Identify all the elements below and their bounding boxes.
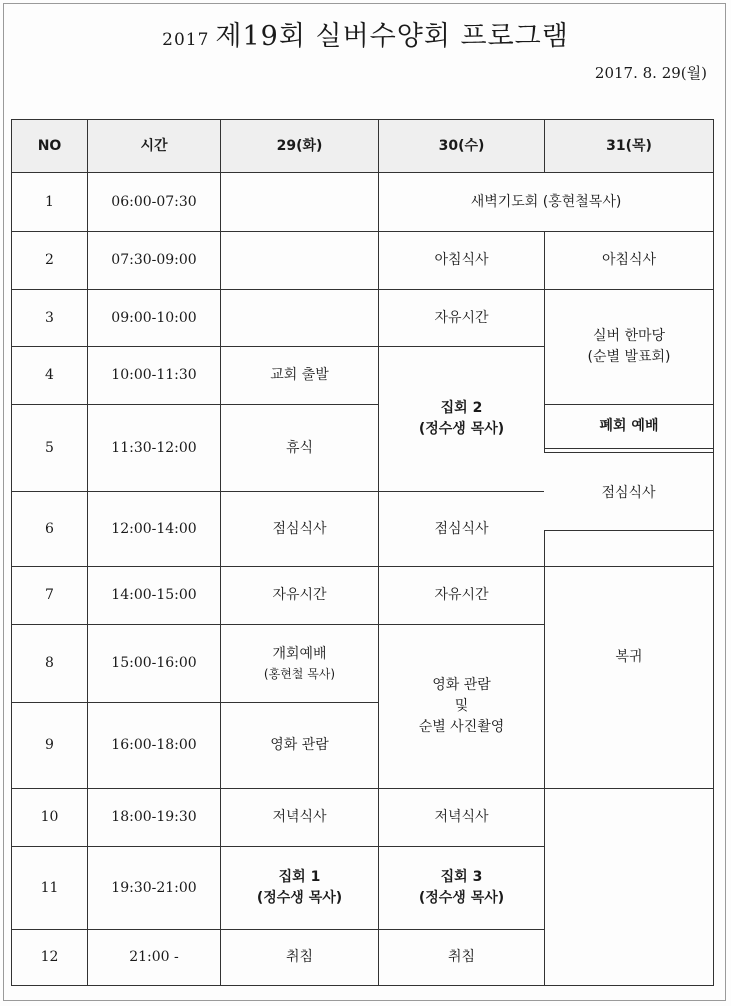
cell-opening-worship — [221, 625, 379, 703]
movie-photo-line-2: 및 — [454, 698, 469, 714]
row-time: 11:30-12:00 — [88, 405, 221, 492]
cell-empty-thu — [545, 789, 714, 986]
row-no: 7 — [12, 567, 88, 625]
schedule-table — [11, 119, 714, 986]
row-no: 1 — [12, 173, 88, 232]
header-no: NO — [12, 120, 88, 173]
cell-rest: 휴식 — [221, 405, 379, 492]
table-row — [12, 290, 714, 347]
cell-free-time-tue: 자유시간 — [221, 567, 379, 625]
cell-empty — [221, 173, 379, 232]
title-text: 제19회 실버수양회 프로그램 — [215, 21, 569, 52]
cell-dinner-wed: 저녁식사 — [379, 789, 545, 847]
thu-lunch-label: 점심식사 — [601, 484, 656, 501]
silver-festival-subtitle: (순별 발표회) — [587, 349, 671, 365]
movie-photo-line-3: 순별 사진촬영 — [418, 719, 505, 735]
cell-empty — [221, 290, 379, 347]
cell-thu-lunch-overlay — [544, 452, 713, 531]
header-row — [12, 120, 714, 173]
row-no: 8 — [12, 625, 88, 703]
cell-movie-tue: 영화 관람 — [221, 703, 379, 789]
header-time: 시간 — [88, 120, 221, 173]
cell-silver-festival — [545, 290, 714, 405]
gathering-2-speaker: (정수생 목사) — [418, 421, 505, 437]
row-time: 06:00-07:30 — [88, 173, 221, 232]
gathering-1-speaker: (정수생 목사) — [256, 890, 343, 906]
cell-return: 복귀 — [545, 567, 714, 789]
row-time: 14:00-15:00 — [88, 567, 221, 625]
header-thu: 31(목) — [545, 120, 714, 173]
row-time: 18:00-19:30 — [88, 789, 221, 847]
row-no: 6 — [12, 492, 88, 567]
gathering-3-speaker: (정수생 목사) — [418, 890, 505, 906]
row-time: 15:00-16:00 — [88, 625, 221, 703]
row-no: 2 — [12, 232, 88, 290]
row-time: 10:00-11:30 — [88, 347, 221, 405]
row-time: 07:30-09:00 — [88, 232, 221, 290]
document-date: 2017. 8. 29(월) — [594, 64, 707, 82]
cell-empty — [221, 232, 379, 290]
cell-breakfast-thu: 아침식사 — [545, 232, 714, 290]
table-row — [12, 232, 714, 290]
cell-movie-photo — [379, 625, 545, 789]
row-time: 16:00-18:00 — [88, 703, 221, 789]
gathering-2-title: 집회 2 — [440, 400, 483, 416]
row-no: 9 — [12, 703, 88, 789]
row-no: 10 — [12, 789, 88, 847]
opening-worship-title: 개회예배 — [272, 646, 327, 662]
header-wed: 30(수) — [379, 120, 545, 173]
row-time: 19:30-21:00 — [88, 847, 221, 930]
cell-gathering-1 — [221, 847, 379, 930]
row-no: 12 — [12, 930, 88, 986]
cell-lunch-tue: 점심식사 — [221, 492, 379, 567]
title-year: 2017 — [162, 30, 210, 50]
table-row — [12, 567, 714, 625]
cell-free-time-wed: 자유시간 — [379, 290, 545, 347]
cell-dinner-tue: 저녁식사 — [221, 789, 379, 847]
cell-free-time-wed-2: 자유시간 — [379, 567, 545, 625]
row-no: 3 — [12, 290, 88, 347]
cell-bedtime-tue: 취침 — [221, 930, 379, 986]
cell-breakfast-wed: 아침식사 — [379, 232, 545, 290]
row-no: 4 — [12, 347, 88, 405]
cell-dawn-prayer: 새벽기도회 (홍현철목사) — [379, 173, 714, 232]
movie-photo-line-1: 영화 관람 — [432, 677, 491, 693]
cell-lunch-wed: 점심식사 — [379, 492, 545, 567]
document-title — [0, 14, 731, 53]
header-tue: 29(화) — [221, 120, 379, 173]
cell-gathering-3 — [379, 847, 545, 930]
cell-gathering-2 — [379, 347, 545, 492]
row-time: 21:00 - — [88, 930, 221, 986]
table-row — [12, 173, 714, 232]
row-no: 11 — [12, 847, 88, 930]
cell-church-departure: 교회 출발 — [221, 347, 379, 405]
row-time: 12:00-14:00 — [88, 492, 221, 567]
gathering-1-title: 집회 1 — [278, 869, 321, 885]
row-time: 09:00-10:00 — [88, 290, 221, 347]
silver-festival-title: 실버 한마당 — [592, 328, 666, 344]
gathering-3-title: 집회 3 — [440, 869, 483, 885]
row-no: 5 — [12, 405, 88, 492]
cell-bedtime-wed: 취침 — [379, 930, 545, 986]
opening-worship-speaker: (홍현철 목사) — [263, 667, 336, 681]
table-row — [12, 789, 714, 847]
cell-closing-worship: 폐회 예배 — [545, 405, 713, 449]
